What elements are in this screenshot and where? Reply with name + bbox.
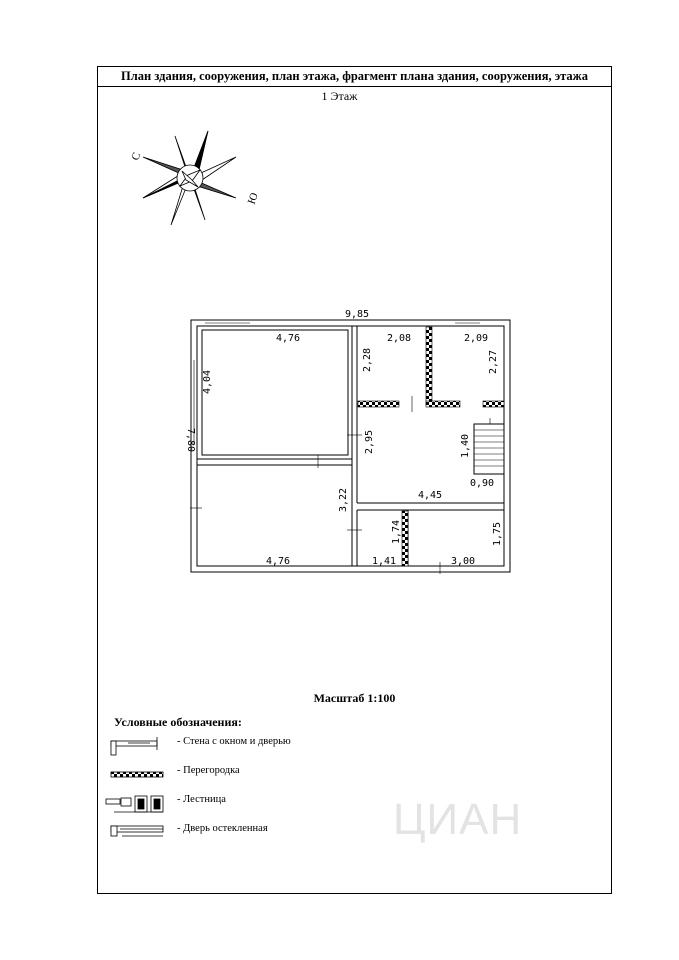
dimension-labels — [185, 309, 503, 567]
dim-small1-width: 1,41 — [371, 556, 397, 567]
dim-bath1-height: 2,28 — [362, 347, 373, 373]
dim-bath2-height: 2,27 — [488, 349, 499, 375]
dim-stair-length: 1,40 — [460, 433, 471, 459]
sheet-title: План здания, сооружения, план этажа, фрагмент плана здания, сооружения, этажа — [98, 67, 611, 87]
glazed-door-icon — [111, 826, 163, 836]
dim-room1-height: 4,04 — [202, 369, 213, 395]
dim-hall-height: 2,95 — [364, 429, 375, 455]
legend-item-stairs: - Лестница — [177, 794, 226, 805]
compass-rose-icon — [143, 131, 236, 225]
outer-windows — [194, 323, 480, 445]
legend-title: Условные обозначения: — [114, 715, 242, 729]
compass-south-label: Ю — [245, 191, 261, 206]
dim-small2-height: 1,75 — [492, 521, 503, 547]
wall-window-door-icon — [111, 737, 157, 755]
legend-item-partition: - Перегородка — [177, 765, 240, 776]
floor-label: 1 Этаж — [321, 89, 358, 103]
dim-room2-width: 4,76 — [265, 556, 291, 567]
dim-bath2-width: 2,09 — [463, 333, 489, 344]
stairs-icon — [474, 418, 504, 466]
dim-bath1-width: 2,08 — [386, 333, 412, 344]
compass-north-label: С — [129, 151, 144, 163]
dim-total-width: 9,85 — [344, 309, 370, 320]
dim-room2-height: 3,22 — [338, 487, 349, 513]
dim-room1-width: 4,76 — [275, 333, 301, 344]
scale-label: Масштаб 1:100 — [313, 691, 396, 705]
watermark: ЦИАН — [393, 795, 523, 844]
dim-hall-width: 4,45 — [417, 490, 443, 501]
dim-stair-width: 0,90 — [469, 478, 495, 489]
partition-icon — [111, 772, 163, 777]
partition-walls — [358, 327, 504, 566]
dim-small2-width: 3,00 — [450, 556, 476, 567]
legend-item-wall: - Стена с окном и дверью — [177, 736, 291, 747]
dim-small1-height: 1,74 — [391, 519, 402, 545]
legend-item-glazed-door: - Дверь остекленная — [177, 823, 268, 834]
dim-total-height: 7,80 — [185, 427, 196, 453]
stairs-icon — [106, 796, 163, 812]
legend-symbols — [106, 737, 163, 836]
